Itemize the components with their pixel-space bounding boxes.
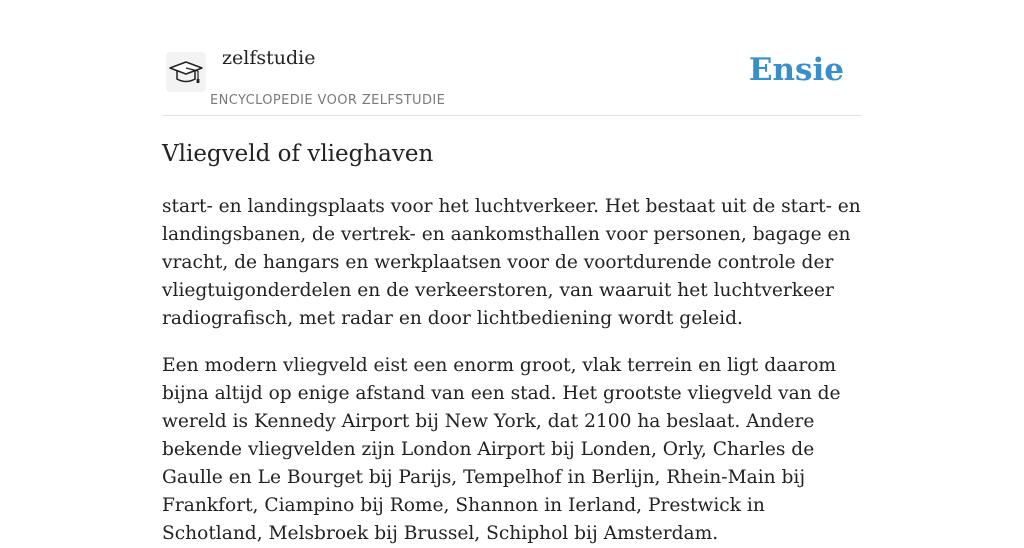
- graduation-cap-icon: [168, 54, 204, 90]
- article-paragraph: start- en landingsplaats voor het luchtverkeer. Het bestaat uit de start- en landingsbanen, de vertrek- en aankomsthallen voor personen, bagage en vracht, de hangars en werkplaatsen voor de voortdurende controle der vliegtuigonderdelen en de verkeerstoren, van waaruit het luchtverkeer radiografisch, met radar en door lichtbediening wordt geleid.: [162, 196, 861, 329]
- site-name[interactable]: zelfstudie: [222, 47, 316, 69]
- article: [162, 138, 862, 548]
- site-logo[interactable]: [166, 52, 206, 92]
- article-title: Vliegveld of vlieghaven: [162, 141, 434, 167]
- site-header: [162, 0, 862, 116]
- site-tagline: ENCYCLOPEDIE VOOR ZELFSTUDIE: [210, 93, 446, 108]
- brand-logo-link[interactable]: Ensie: [748, 52, 844, 88]
- article-paragraph: Een modern vliegveld eist een enorm groot, vlak terrein en ligt daarom bijna altijd op enige afstand van een stad. Het grootste vliegveld van de wereld is Kennedy Airport bij New York, dat 2100 ha beslaat. Andere bekende vliegvelden zijn London Airport bij Londen, Orly, Charles de Gaulle en Le Bourget bij Parijs, Tempelhof in Berlijn, Rhein-Main bij Frankfort, Ciampino bij Rome, Shannon in Ierland, Prestwick in Schotland, Melsbroek bij Brussel, Schiphol bij Amsterdam.: [162, 355, 841, 544]
